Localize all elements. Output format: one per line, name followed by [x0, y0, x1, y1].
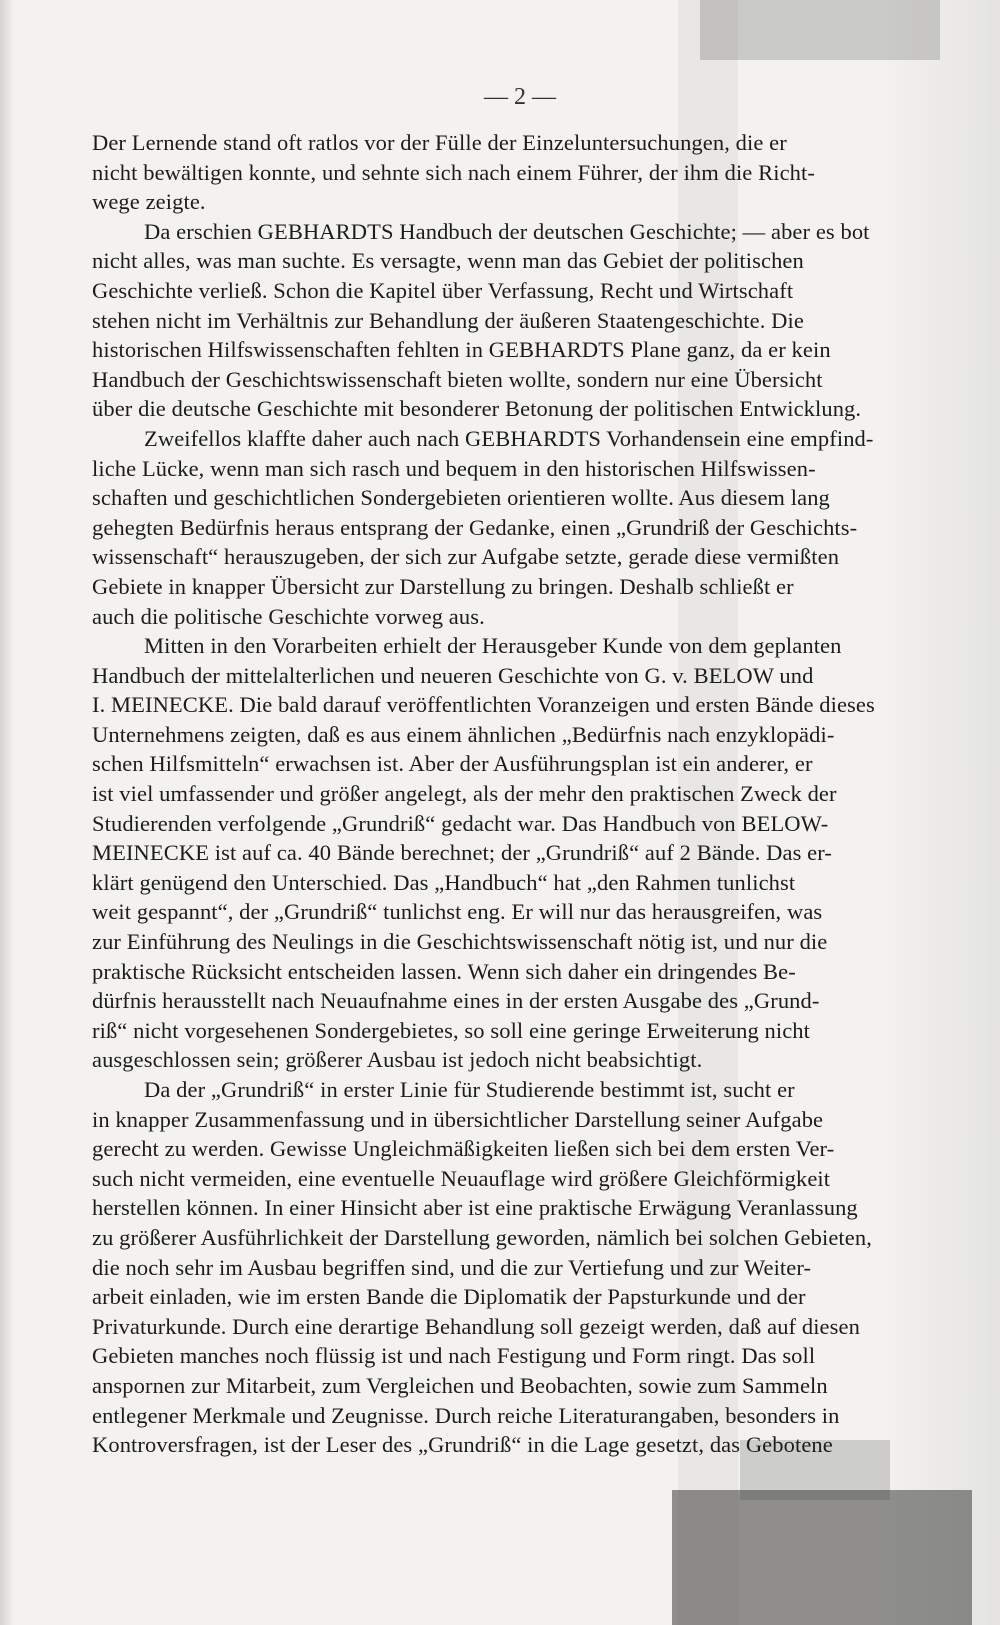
- text-line: über die deutsche Geschichte mit besonderer Betonung der politischen Entwicklung.: [92, 396, 862, 422]
- text-line: stehen nicht im Verhältnis zur Behandlung der äußeren Staatengeschichte. Die: [92, 307, 804, 333]
- body-text: [92, 128, 922, 1460]
- text-line: such nicht vermeiden, eine eventuelle Neuauflage wird größere Gleichförmigkeit: [92, 1165, 831, 1191]
- text-line: wege zeigte.: [92, 189, 206, 215]
- text-line: Mitten in den Vorarbeiten erhielt der Herausgeber Kunde von dem geplanten: [144, 633, 842, 659]
- text-line: weit gespannt“, der „Grundriß“ tunlichst eng. Er will nur das herausgreifen, was: [92, 899, 823, 925]
- text-line: Privaturkunde. Durch eine derartige Behandlung soll gezeigt werden, daß auf diesen: [92, 1313, 860, 1339]
- text-line: arbeit einladen, wie im ersten Bande die Diplomatik der Papsturkunde und der: [92, 1284, 806, 1310]
- text-line: in knapper Zusammenfassung und in übersichtlicher Darstellung seiner Aufgabe: [92, 1106, 824, 1132]
- text-line: praktische Rücksicht entscheiden lassen. Wenn sich daher ein dringendes Be-: [92, 958, 796, 984]
- text-line: schen Hilfsmitteln“ erwachsen ist. Aber der Ausführungsplan ist ein anderer, er: [92, 751, 813, 777]
- text-line: Da der „Grundriß“ in erster Linie für Studierende bestimmt ist, sucht er: [144, 1077, 795, 1102]
- text-line: Geschichte verließ. Schon die Kapitel über Verfassung, Recht und Wirtschaft: [92, 277, 794, 303]
- text-line: Handbuch der mittelalterlichen und neueren Geschichte von G. v. BELOW und: [92, 662, 814, 688]
- text-line: liche Lücke, wenn man sich rasch und bequem in den historischen Hilfswissen-: [92, 455, 816, 481]
- text-line: nicht bewältigen konnte, und sehnte sich nach einem Führer, der ihm die Richt-: [92, 159, 815, 185]
- text-line: ausgeschlossen sein; größerer Ausbau ist jedoch nicht beabsichtigt.: [92, 1047, 703, 1073]
- text-line: Handbuch der Geschichtswissenschaft bieten wollte, sondern nur eine Übersicht: [92, 366, 823, 392]
- scan-edge-shadow: [0, 0, 14, 1625]
- scan-tape-bottom: [672, 1490, 972, 1625]
- text-line: zu größerer Ausführlichkeit der Darstellung geworden, nämlich bei solchen Gebieten,: [92, 1224, 872, 1250]
- text-line: Gebiete in knapper Übersicht zur Darstellung zu bringen. Deshalb schließt er: [92, 573, 794, 599]
- text-line: zur Einführung des Neulings in die Geschichtswissenschaft nötig ist, und nur die: [92, 929, 828, 955]
- text-line: I. MEINECKE. Die bald darauf veröffentlichten Voranzeigen und ersten Bände dieses: [92, 692, 875, 718]
- text-line: schaften und geschichtlichen Sondergebieten orientieren wollte. Aus diesem lang: [92, 485, 830, 511]
- text-line: gehegten Bedürfnis heraus entsprang der Gedanke, einen „Grundriß der Geschichts-: [92, 514, 858, 540]
- text-line: historischen Hilfswissenschaften fehlten in GEBHARDTS Plane ganz, da er kein: [92, 337, 831, 363]
- text-line: wissenschaft“ herauszugeben, der sich zur Aufgabe setzte, gerade diese vermißten: [92, 544, 840, 570]
- text-line: Unternehmens zeigten, daß es aus einem ähnlichen „Bedürfnis nach enzyklopädi-: [92, 721, 835, 747]
- scan-tape-top-corner: [700, 0, 940, 60]
- text-line: gerecht zu werden. Gewisse Ungleichmäßigkeiten ließen sich bei dem ersten Ver-: [92, 1136, 835, 1162]
- text-line: klärt genügend den Unterschied. Das „Handbuch“ hat „den Rahmen tunlichst: [92, 869, 796, 895]
- text-line: die noch sehr im Ausbau begriffen sind, und die zur Vertiefung und zur Weiter-: [92, 1254, 812, 1280]
- text-line: Da erschien GEBHARDTS Handbuch der deutschen Geschichte; — aber es bot: [144, 218, 870, 244]
- text-line: herstellen können. In einer Hinsicht aber ist eine praktische Erwägung Veranlassung: [92, 1195, 858, 1221]
- text-line: MEINECKE ist auf ca. 40 Bände berechnet; der „Grundriß“ auf 2 Bände. Das er-: [92, 840, 833, 866]
- text-line: riß“ nicht vorgesehenen Sondergebietes, so soll eine geringe Erweiterung nicht: [92, 1017, 811, 1043]
- text-line: ist viel umfassender und größer angelegt, als der mehr den praktischen Zweck der: [92, 781, 837, 807]
- text-line: Studierenden verfolgende „Grundriß“ gedacht war. Das Handbuch von BELOW-: [92, 810, 829, 836]
- text-line: Zweifellos klaffte daher auch nach GEBHARDTS Vorhandensein eine empfind-: [144, 425, 874, 451]
- text-line: Der Lernende stand oft ratlos vor der Fülle der Einzeluntersuchungen, die er: [92, 130, 787, 155]
- page-number: — 2 —: [484, 84, 556, 110]
- text-line: dürfnis herausstellt nach Neuaufnahme eines in der ersten Ausgabe des „Grund-: [92, 988, 820, 1014]
- text-line: auch die politische Geschichte vorweg aus.: [92, 603, 485, 629]
- text-line: entlegener Merkmale und Zeugnisse. Durch reiche Literaturangaben, besonders in: [92, 1402, 840, 1428]
- text-line: nicht alles, was man suchte. Es versagte, wenn man das Gebiet der politischen: [92, 248, 804, 274]
- text-line: Gebieten manches noch flüssig ist und nach Festigung und Form ringt. Das soll: [92, 1343, 816, 1369]
- text-line: anspornen zur Mitarbeit, zum Vergleichen und Beobachten, sowie zum Sammeln: [92, 1372, 828, 1398]
- text-line: Kontroversfragen, ist der Leser des „Grundriß“ in die Lage gesetzt, das Gebotene: [92, 1432, 833, 1458]
